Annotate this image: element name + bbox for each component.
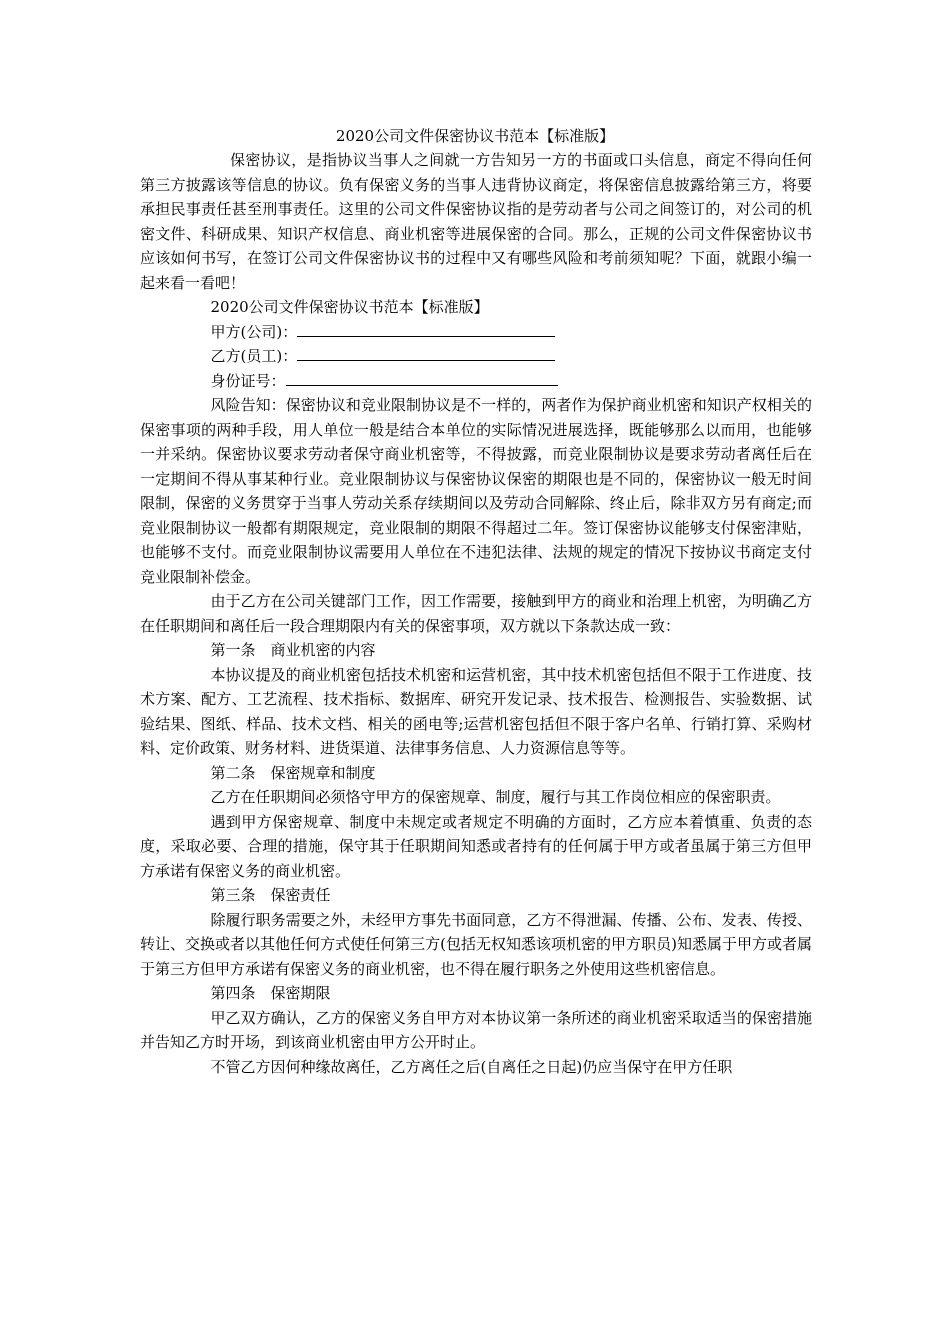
subtitle-line: 2020公司文件保密协议书范本【标准版】 [210, 298, 489, 316]
article-4-body-1: 甲乙双方确认，乙方的保密义务自甲方对本协议第一条所述的商业机密采取适当的保密措施并告知乙方时开场，到该商业机密由甲方公开时止。 [140, 1008, 812, 1051]
id-number-field [140, 369, 812, 394]
party-b-label: 乙方(员工)： [210, 347, 298, 365]
article-4-heading: 第四条 保密期限 [210, 984, 331, 1002]
article-3-heading: 第三条 保密责任 [210, 886, 331, 904]
party-a-field [140, 320, 812, 345]
article-3-body: 除履行职务需要之外，未经甲方事先书面同意，乙方不得泄漏、传播、公布、发表、传授、转让、交换或者以其他任何方式使任何第三方(包括无权知悉该项机密的甲方职员)知悉属于甲方或者属于第三方但甲方承诺有保密义务的商业机密，也不得在履行职务之外使用这些机密信息。 [140, 910, 812, 978]
party-b-blank [297, 346, 555, 361]
article-1-body: 本协议提及的商业机密包括技术机密和运营机密，其中技术机密包括但不限于工作进度、技术方案、配方、工艺流程、技术指标、数据库、研究开发记录、技术报告、检测报告、实验数据、试验结果、图纸、样品、技术文档、相关的函电等;运营机密包括但不限于客户名单、行销打算、采购材料、定价政策、财务材料、进货渠道、法律事务信息、人力资源信息等等。 [140, 665, 812, 757]
id-number-blank [286, 371, 558, 386]
id-number-label: 身份证号： [210, 371, 286, 390]
article-2-body-2: 遇到甲方保密规章、制度中未规定或者规定不明确的方面时，乙方应本着慎重、负责的态度，采取必要、合理的措施，保守其于任职期间知悉或者持有的任何属于甲方或者虽属于第三方但甲方承诺有保密义务的商业机密。 [140, 812, 812, 880]
party-a-label: 甲方(公司)： [210, 322, 298, 341]
party-b-field [140, 344, 812, 369]
article-4-body-2: 不管乙方因何种缘故离任，乙方离任之后(自离任之日起)仍应当保守在甲方任职 [210, 1057, 733, 1076]
article-2-body-1: 乙方在任职期间必须恪守甲方的保密规章、制度，履行与其工作岗位相应的保密职责。 [210, 788, 781, 806]
article-1-heading: 第一条 商业机密的内容 [210, 641, 376, 659]
party-a-blank [297, 322, 555, 337]
document-body [140, 148, 812, 1079]
article-2-heading: 第二条 保密规章和制度 [210, 763, 376, 782]
preamble-paragraph: 由于乙方在公司关键部门工作，因工作需要，接触到甲方的商业和治理上机密，为明确乙方在任职期间和离任后一段合理期限内有关的保密事项，双方就以下条款达成一致： [140, 592, 812, 635]
intro-paragraph: 保密协议，是指协议当事人之间就一方告知另一方的书面或口头信息，商定不得向任何第三方披露该等信息的协议。负有保密义务的当事人违背协议商定，将保密信息披露给第三方，将要承担民事责任甚至刑事责任。这里的公司文件保密协议指的是劳动者与公司之间签订的，对公司的机密文件、科研成果、知识产权信息、商业机密等进展保密的合同。那么，正规的公司文件保密协议书应该如何书写，在签订公司文件保密协议书的过程中又有哪些风险和考前须知呢？下面，就跟小编一起来看一看吧！ [140, 151, 812, 292]
document-title: 2020公司文件保密协议书范本【标准版】 [335, 127, 615, 145]
risk-paragraph: 风险告知：保密协议和竞业限制协议是不一样的，两者作为保护商业机密和知识产权相关的保密事项的两种手段，用人单位一般是结合本单位的实际情况进展选择，既能够那么以而用，也能够一并采纳。保密协议要求劳动者保守商业机密等，不得披露，而竞业限制协议是要求劳动者离任后在一定期间不得从事某种行业。竞业限制协议与保密协议保密的期限也是不同的，保密协议一般无时间限制，保密的义务贯穿于当事人劳动关系存续期间以及劳动合同解除、终止后，除非双方另有商定;而竞业限制协议一般都有期限规定，竞业限制的期限不得超过二年。签订保密协议能够支付保密津贴，也能够不支付。而竞业限制协议需要用人单位在不违犯法律、法规的规定的情况下按协议书商定支付竞业限制补偿金。 [140, 396, 812, 586]
